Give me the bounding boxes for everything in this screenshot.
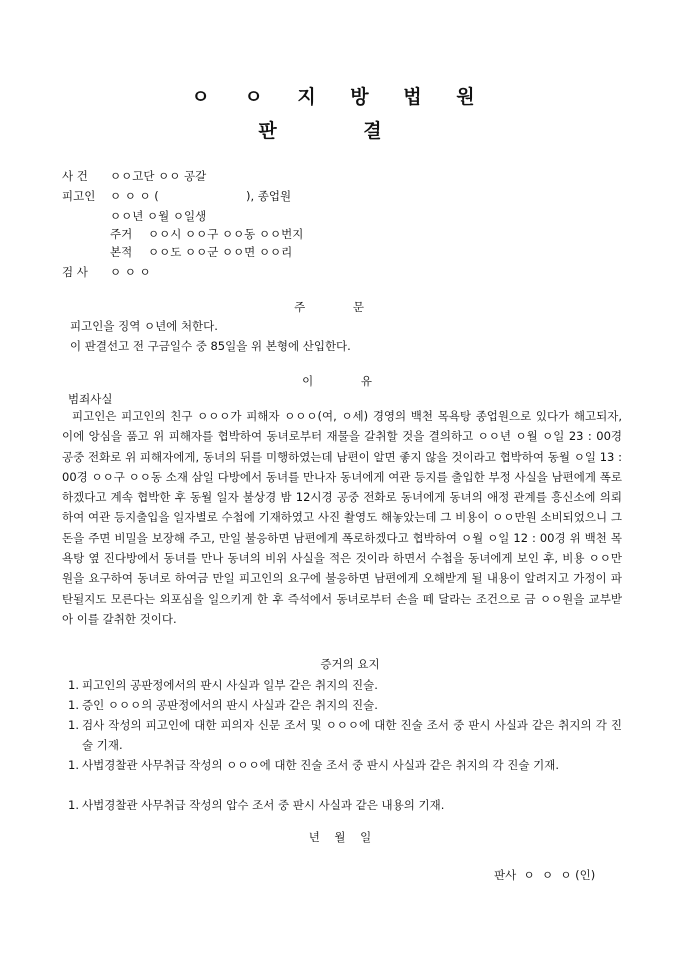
address-value: ㅇㅇ시 ㅇㅇ구 ㅇㅇ동 ㅇㅇ번지 [148,227,304,241]
ruling-line-2: 이 판결선고 전 구금일수 중 85일을 위 본형에 산입한다. [70,339,351,353]
evidence-text: 검사 작성의 피고인에 대한 피의자 신문 조서 및 ㅇㅇㅇ에 대한 진술 조서 중 판시 사실과 같은 취지의 각 진술 기재. [82,718,622,752]
case-value: ㅇㅇ고단 ㅇㅇ 공갈 [110,169,207,183]
defendant-occupation: ), 종업원 [246,189,292,203]
defendant-birth: ㅇㅇ년 ㅇ월 ㅇ일생 [110,209,207,223]
evidence-number: 1. [68,758,79,772]
evidence-number: 1. [68,678,79,692]
defendant-name: ㅇ ㅇ ㅇ ( [110,189,159,203]
judgment-date: 년 월 일 [308,830,372,844]
ruling-heading: 주 문 [294,300,386,314]
evidence-number: 1. [68,798,79,812]
evidence-text: 사법경찰관 사무취급 작성의 ㅇㅇㅇ에 대한 진술 조서 중 판시 사실과 같은 취지의 각 진술 기재. [82,758,559,772]
case-label: 사 건 [62,169,88,183]
evidence-text: 피고인의 공판정에서의 판시 사실과 일부 같은 취지의 진술. [82,678,378,692]
prosecutor-value: ㅇ ㅇ ㅇ [110,265,151,279]
facts-subheading: 범죄사실 [68,392,113,406]
judge-signature: 판사 ㅇ ㅇ ㅇ (인) [494,868,596,882]
evidence-heading: 증거의 요지 [320,657,380,671]
prosecutor-label: 검 사 [62,265,88,279]
evidence-text: 사법경찰관 사무취급 작성의 압수 조서 중 판시 사실과 같은 내용의 기재. [82,798,445,812]
address-label: 주거 [110,227,133,241]
ruling-line-1: 피고인을 징역 ㅇ년에 처한다. [70,319,218,333]
origin-label: 본적 [110,245,133,259]
facts-body: 피고인은 피고인의 친구 ㅇㅇㅇ가 피해자 ㅇㅇㅇ(여, ㅇ세) 경영의 백천 목욕탕 종업원으로 있다가 해고되자, 이에 앙심을 품고 위 피해자를 협박하여 동녀로부터 재물을 갈취할 것을 결의하고 ㅇㅇ년 ㅇ월 ㅇ일 23 : 00경 공중 전화로 위 피해자에게, 동녀의 뒤를 미행하였는데 남편이 알면 좋지 않을 것이라고 협박하여 동월 ㅇ일 13 : 00경 ㅇㅇ구 ㅇㅇ동 소재 삼일 다방에서 동녀를 만나자 동녀에게 여관 등지를 출입한 부정 사실을 남편에게 폭로하겠다고 계속 협박한 후 동월 일자 불상경 밤 12시경 공중 전화로 동녀에게 동녀의 애정 관계를 흥신소에 의뢰하여 여관 등지출입을 일자별로 수첩에 기재하였고 사진 촬영도 해놓았는데 그 비용이 ㅇㅇ만원 소비되었으니 그 돈을 주면 비밀을 보장해 주고, 만일 불응하면 남편에게 폭로하겠다고 협박하여 ㅇ월 ㅇ일 12 : 00경 위 백천 목욕탕 옆 진다방에서 동녀를 만나 동녀의 비위 사실을 적은 것이라 하면서 수첩을 동녀에게 보인 후, 비용 ㅇㅇ만원을 요구하여 동녀로 하여금 만일 피고인의 요구에 불응하면 남편에게 오해받게 될 내용이 알려지고 가정이 파탄될지도 모른다는 외포심을 일으키게 한 후 즉석에서 동녀로부터 손을 떼 달라는 조건으로 금 ㅇㅇ원을 교부받아 이를 갈취한 것이다. [62,409,622,626]
evidence-number: 1. [68,698,79,712]
origin-value: ㅇㅇ도 ㅇㅇ군 ㅇㅇ면 ㅇㅇ리 [148,245,293,259]
evidence-text: 증인 ㅇㅇㅇ의 공판정에서의 판시 사실과 같은 취지의 진술. [82,698,378,712]
evidence-number: 1. [68,718,79,732]
court-name: ㅇ ㅇ 지 방 법 원 [191,86,489,108]
defendant-label: 피고인 [62,189,96,203]
document-type: 판 결 [258,120,422,142]
reason-heading: 이 유 [302,374,394,388]
